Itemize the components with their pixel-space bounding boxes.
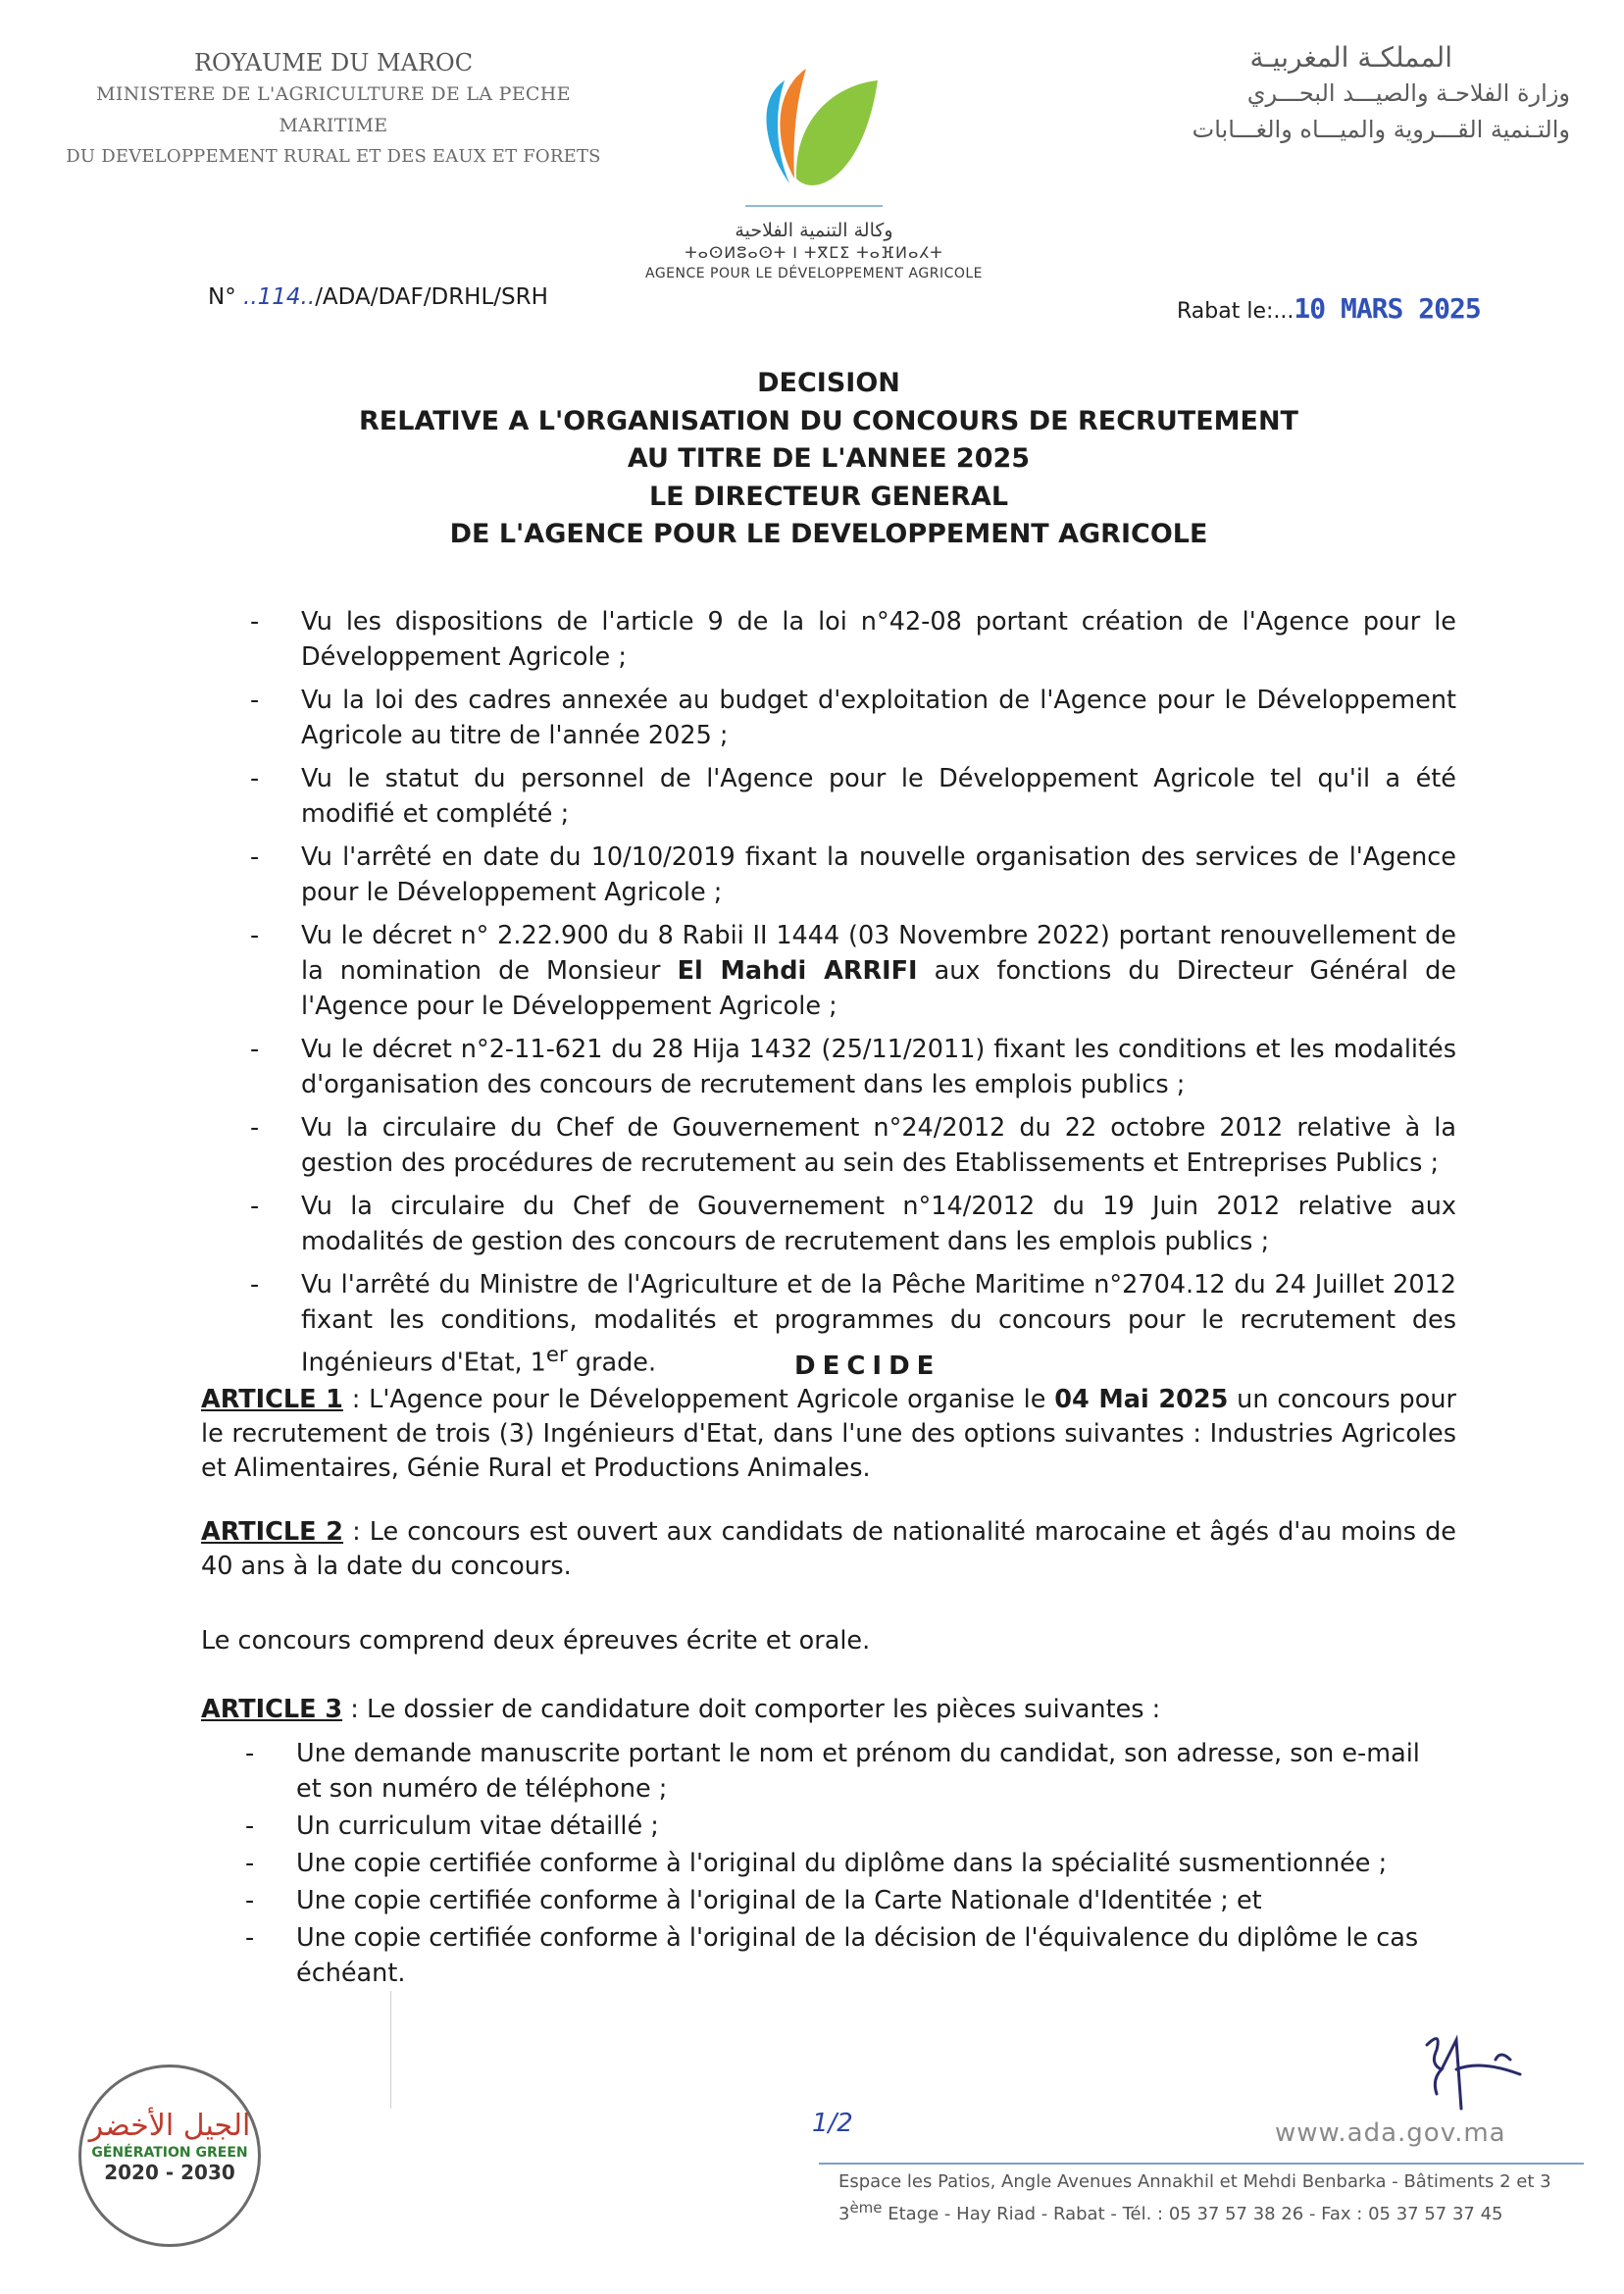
place-date [1177,292,1481,325]
website-link[interactable]: www.ada.gov.ma [1275,2118,1506,2148]
generation-green-seal [78,2065,261,2247]
list-item: - Vu la circulaire du Chef de Gouvernement n°24/2012 du 22 octobre 2012 relative à la gestion des procédures de recrutement au sein des Etablissements et Entreprises Publics ; [250,1113,1456,1178]
date-stamp: 10 MARS 2025 [1294,292,1481,325]
place-label: Rabat le:... [1177,299,1294,324]
footer-divider [819,2163,1584,2165]
handwritten-signature-icon [1402,2020,1540,2118]
agency-name-tifinagh: ⵜⴰⵙⵍⵓⴰⵙⵜ ⵏ ⵜⴳⵎⵉ ⵜⴰⴼⵍⴰⵃⵜ [685,243,943,262]
article-2-label: ARTICLE 2 [201,1517,344,1547]
seal-text-ar: الجيل الأخضر [88,2109,251,2143]
agency-name-fr: AGENCE POUR LE DÉVELOPPEMENT AGRICOLE [644,266,984,281]
ministry-label-ar: وزارة الفلاحـة والصيـــد البحـــري [1246,79,1570,107]
agency-logo-block [628,61,1000,281]
page-number: 1/2 [812,2109,853,2138]
list-item: - Vu l'arrêté du Ministre de l'Agriculture et de la Pêche Maritime n°2704.12 du 24 Juillet 2012 fixant les conditions, modalités et programmes du concours pour le recrutement des Ingénieurs d'Etat, 1er grade. [250,1270,1456,1378]
director-name: El Mahdi ARRIFI [677,956,918,986]
list-item: - Vu l'arrêté en date du 10/10/2019 fixant la nouvelle organisation des services de l'Agence pour le Développement Agricole ; [250,842,1456,907]
reference-number: N° ..114../ADA/DAF/DRHL/SRH [208,284,548,310]
list-item: - Vu la loi des cadres annexée au budget d'exploitation de l'Agence pour le Développement Agricole au titre de l'année 2025 ; [250,686,1456,750]
kingdom-label: ROYAUME DU MAROC [193,49,474,76]
list-item: - Une copie certifiée conforme à l'original du diplôme dans la spécialité susmentionnée ; [245,1849,1388,1878]
article-1: ARTICLE 1 : L'Agence pour le Développement Agricole organise le 04 Mai 2025 un concours pour le recrutement de trois (3) Ingénieurs d'Etat, dans l'une des options suivantes : Industries Agricoles et Alimentaires, Génie Rural et Productions Animales. [201,1385,1456,1483]
reference-handwritten-number: ..114.. [243,284,316,310]
article-1-label: ARTICLE 1 [201,1385,343,1414]
seal-text-fr: GÉNÉRATION GREEN [91,2145,248,2161]
article-2: ARTICLE 2 : Le concours est ouvert aux candidats de nationalité marocaine et âgés d'au moins de 40 ans à la date du concours. [201,1517,1456,1581]
decide-heading: DECIDE [794,1351,941,1381]
footer-address: Espace les Patios, Angle Avenues Annakhil et Mehdi Benbarka - Bâtiments 2 et 3 3ème Etage - Hay Riad - Rabat - Tél. : 05 37 57 38 26 - Fax : 05 37 57 37 45 [838,2171,1551,2224]
list-item: - Un curriculum vitae détaillé ; [245,1811,659,1841]
exam-date: 04 Mai 2025 [1054,1385,1229,1414]
legal-basis-list [250,604,1456,1389]
list-item: - Une copie certifiée conforme à l'original de la décision de l'équivalence du diplôme le cas échéant. [245,1923,1419,1988]
list-item: - Une demande manuscrite portant le nom et prénom du candidat, son adresse, son e-mail et son numéro de téléphone ; [245,1739,1420,1804]
decision-title: DECISION RELATIVE A L'ORGANISATION DU CONCOURS DE RECRUTEMENT AU TITRE DE L'ANNEE 2025 LE DIRECTEUR GENERAL DE L'AGENCE POUR LE DEVELOPPEMENT AGRICOLE [359,368,1298,549]
ministry-sub-label-ar: والتـنمية القـــروية والميـــاه والغـــابات [1192,116,1570,143]
list-item: - Vu la circulaire du Chef de Gouvernement n°14/2012 du 19 Juin 2012 relative aux modalités de gestion des concours de recrutement dans les emplois publics ; [250,1192,1456,1256]
scan-artifact-line [390,1991,391,2109]
exam-structure-paragraph: Le concours comprend deux épreuves écrite et orale. [201,1626,871,1656]
signature [1402,2020,1540,2122]
list-item: - Vu les dispositions de l'article 9 de la loi n°42-08 portant création de l'Agence pour le Développement Agricole ; [250,607,1456,672]
article-3: ARTICLE 3 : Le dossier de candidature doit comporter les pièces suivantes : [201,1695,1161,1724]
ministry-sub-label: DU DEVELOPPEMENT RURAL ET DES EAUX ET FORETS [66,146,601,167]
article-3-label: ARTICLE 3 [201,1695,343,1724]
ministry-label: MINISTERE DE L'AGRICULTURE DE LA PECHE MARITIME [96,83,571,136]
agency-name-ar: وكالة التنمية الفلاحية [735,220,893,241]
list-item: - Une copie certifiée conforme à l'original de la Carte Nationale d'Identitée ; et [245,1886,1262,1915]
seal-years: 2020 - 2030 [104,2161,235,2184]
ministry-header-ar [1099,39,1570,148]
list-item: - Vu le décret n°2-11-621 du 28 Hija 1432 (25/11/2011) fixant les conditions et les modalités d'organisation des concours de recrutement dans les emplois publics ; [250,1035,1456,1099]
list-item: - Vu le décret n° 2.22.900 du 8 Rabii II 1444 (03 Novembre 2022) portant renouvellement de la nomination de Monsieur El Mahdi ARRIFI aux fonctions du Directeur Général de l'Agence pour le Développement Agricole ; [250,921,1456,1021]
list-item: - Vu le statut du personnel de l'Agence pour le Développement Agricole tel qu'il a été modifié et complété ; [250,764,1456,829]
ada-leaf-logo-icon [716,61,912,208]
ministry-header-fr [59,47,608,173]
required-documents-list [245,1736,1442,1993]
kingdom-label-ar: المملكـة المغربيـة [1249,41,1452,74]
